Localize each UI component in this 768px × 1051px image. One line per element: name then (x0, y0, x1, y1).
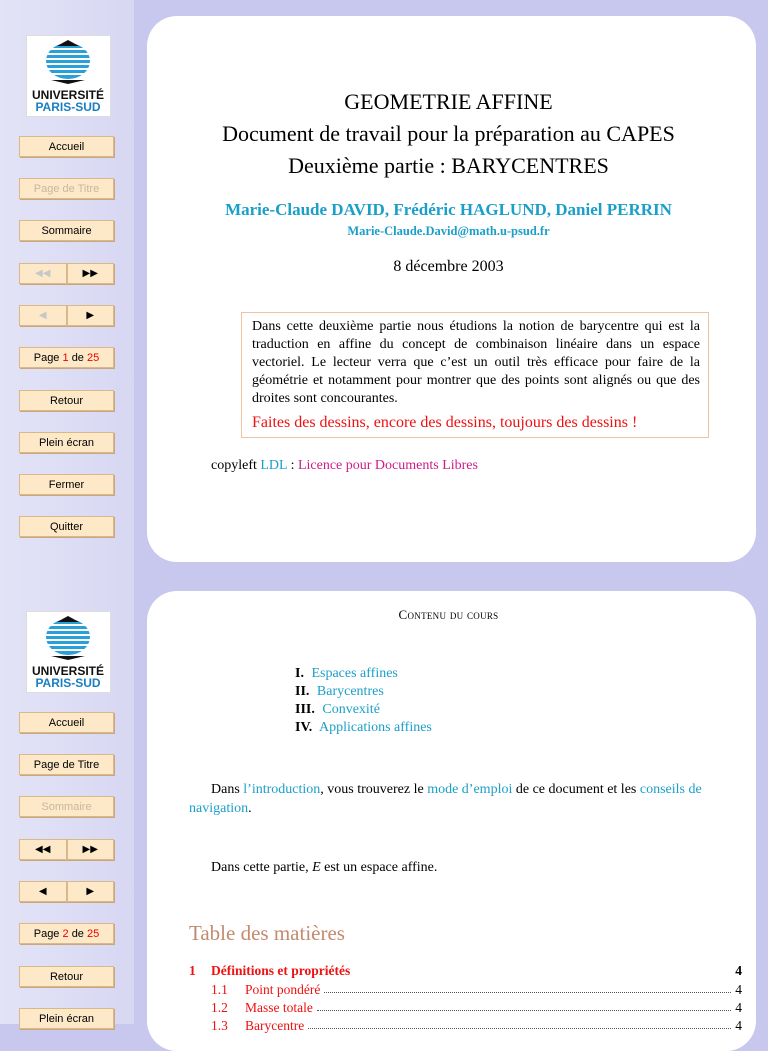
accueil-button[interactable]: Accueil (19, 712, 114, 733)
prev-page-icon[interactable]: ◀ (19, 881, 67, 902)
toc-subsection[interactable] (211, 1018, 742, 1034)
next-page-icon[interactable]: ▶ (67, 881, 115, 902)
toc-sub-num: 1.3 (211, 1018, 228, 1033)
page-titre-button[interactable]: Page de Titre (19, 754, 114, 775)
svg-text:UNIVERSITÉ: UNIVERSITÉ (31, 664, 105, 678)
author-email-link[interactable]: Marie-Claude.David@math.u-psud.fr (347, 224, 550, 238)
toc-sub-page: 4 (735, 1018, 742, 1033)
partie-text: est un espace affine. (324, 860, 438, 875)
partie-paragraph (211, 858, 768, 877)
accueil-button[interactable]: Accueil (19, 136, 114, 157)
retour-button[interactable]: Retour (19, 390, 114, 411)
course-item[interactable] (295, 683, 432, 701)
toc-section-page: 4 (735, 963, 742, 978)
course-contents-list (295, 665, 432, 737)
logo-emblem-icon (43, 616, 93, 660)
toc-sub-page: 4 (735, 982, 742, 997)
toc-sub-label[interactable]: Point pondéré (245, 982, 321, 997)
first-last-button-group (19, 839, 114, 860)
course-item-link[interactable]: Espaces affines (311, 666, 398, 681)
university-logo (26, 611, 111, 693)
page-titre-button[interactable]: Page de Titre (19, 178, 114, 199)
first-last-button-group (19, 263, 114, 284)
toc-section-num: 1 (189, 963, 196, 978)
page-counter (19, 923, 114, 944)
page-prefix: Page (33, 352, 60, 364)
toc-section-1[interactable] (189, 963, 742, 979)
intro-paragraph (189, 780, 749, 818)
toc-subsection[interactable] (211, 982, 742, 998)
partie-text: Dans cette partie, (211, 860, 309, 875)
abstract-motto: Faites des dessins, encore des dessins, toujours des dessins ! (252, 414, 638, 431)
page-prefix: Page (33, 928, 60, 940)
toc-subsection[interactable] (211, 1000, 742, 1016)
course-item-num: II. (295, 684, 310, 699)
page-number: 2 (62, 928, 69, 940)
toc-sub-num: 1.2 (211, 1000, 228, 1015)
intro-text: Dans (211, 782, 240, 797)
page-de: de (71, 352, 84, 364)
document-page-1 (147, 16, 756, 562)
conseils-navigation-link[interactable]: conseils de navigation (189, 782, 702, 816)
quitter-button[interactable]: Quitter (19, 516, 114, 537)
next-page-icon[interactable]: ▶ (67, 305, 115, 326)
sidebar-nav-page2 (0, 576, 134, 1024)
page-counter (19, 347, 114, 368)
math-variable-e: E (312, 860, 321, 875)
abstract-text: Dans cette deuxième partie nous étudions la notion de barycentre qui est la traduction en affine du concept de combinaison linéaire dans un espace vectoriel. Le lecteur verra que c’est un outil très efficace pour faire de la géométrie et notamment pour montrer que des points sont alignés ou que des droites sont concourantes. (252, 319, 700, 406)
prev-next-button-group (19, 305, 114, 326)
introduction-link[interactable]: l’introduction (243, 782, 321, 797)
university-logo (26, 35, 111, 117)
page-total: 25 (87, 352, 100, 364)
svg-text:PARIS-SUD: PARIS-SUD (35, 676, 101, 690)
course-item-num: IV. (295, 720, 313, 735)
course-item[interactable] (295, 701, 432, 719)
title-line-3: Deuxième partie : BARYCENTRES (288, 153, 609, 178)
sidebar-nav-page1 (0, 0, 134, 576)
toc-sub-page: 4 (735, 1000, 742, 1015)
svg-text:UNIVERSITÉ: UNIVERSITÉ (31, 88, 105, 102)
page-total: 25 (87, 928, 100, 940)
course-item-link[interactable]: Barycentres (316, 684, 384, 699)
toc-sub-num: 1.1 (211, 982, 228, 997)
document-title (131, 86, 766, 182)
first-page-icon[interactable]: ◀◀ (19, 839, 67, 860)
prev-page-icon[interactable]: ◀ (19, 305, 67, 326)
last-page-icon[interactable]: ▶▶ (67, 839, 115, 860)
intro-text: , vous trouverez le (320, 782, 424, 797)
copyleft-colon: : (290, 458, 295, 473)
retour-button[interactable]: Retour (19, 966, 114, 987)
course-item-num: III. (295, 702, 315, 717)
course-item[interactable] (295, 665, 432, 683)
logo-emblem-icon (43, 40, 93, 84)
mode-emploi-link[interactable]: mode d’emploi (427, 782, 513, 797)
page-number: 1 (62, 352, 69, 364)
copyleft-label: copyleft (211, 458, 257, 473)
document-page-2 (147, 591, 756, 1051)
page-de: de (71, 928, 84, 940)
authors: Marie-Claude DAVID, Frédéric HAGLUND, Daniel PERRIN (225, 200, 672, 219)
course-item-num: I. (295, 666, 304, 681)
fermer-button[interactable]: Fermer (19, 474, 114, 495)
abstract-box (241, 312, 709, 438)
course-item-link[interactable]: Convexité (322, 702, 380, 717)
course-item[interactable] (295, 719, 432, 737)
plein-ecran-button[interactable]: Plein écran (19, 1008, 114, 1029)
copyleft-line (211, 458, 478, 474)
licence-link[interactable]: Licence pour Documents Libres (297, 458, 478, 473)
table-of-contents-title: Table des matières (189, 921, 345, 945)
last-page-icon[interactable]: ▶▶ (67, 263, 115, 284)
intro-text: de ce document et les (515, 782, 637, 797)
prev-next-button-group (19, 881, 114, 902)
svg-text:PARIS-SUD: PARIS-SUD (35, 100, 101, 114)
first-page-icon[interactable]: ◀◀ (19, 263, 67, 284)
title-line-1: GEOMETRIE AFFINE (344, 89, 553, 114)
ldl-link[interactable]: LDL (260, 458, 288, 473)
document-date: 8 décembre 2003 (393, 258, 504, 275)
course-item-link[interactable]: Applications affines (319, 720, 432, 735)
contenu-heading: Contenu du cours (398, 607, 499, 622)
sommaire-button[interactable]: Sommaire (19, 796, 114, 817)
title-line-2: Document de travail pour la préparation au CAPES (222, 121, 675, 146)
plein-ecran-button[interactable]: Plein écran (19, 432, 114, 453)
toc-sub-label[interactable]: Barycentre (245, 1018, 305, 1033)
toc-sub-label[interactable]: Masse totale (245, 1000, 313, 1015)
intro-text: . (248, 801, 252, 816)
toc-section-label[interactable]: Définitions et propriétés (211, 963, 351, 978)
sommaire-button[interactable]: Sommaire (19, 220, 114, 241)
